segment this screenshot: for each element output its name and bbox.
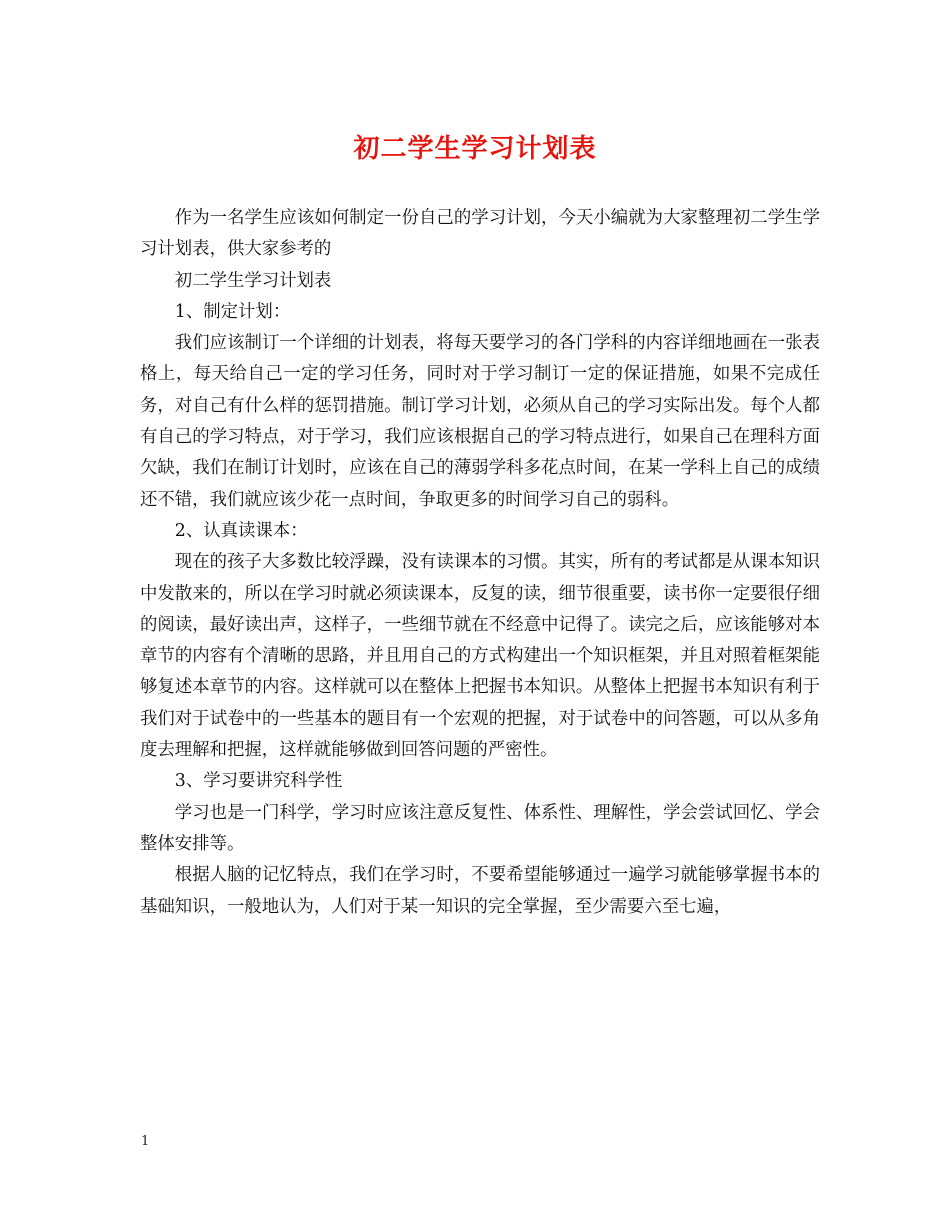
document-title: 初二学生学习计划表 — [353, 134, 597, 164]
section-3-paragraph-2: 根据人脑的记忆特点，我们在学习时，不要希望能够通过一遍学习就能够掌握书本的基础知识，一般地认为，人们对于某一知识的完全掌握，至少需要六至七遍， — [140, 865, 820, 917]
page-number: 1 — [141, 1134, 150, 1149]
subtitle-line: 初二学生学习计划表 — [174, 270, 332, 291]
section-heading-1: 1、制定计划： — [174, 301, 291, 322]
section-heading-2: 2、认真读课本： — [174, 520, 308, 541]
section-3-paragraph-1: 学习也是一门科学，学习时应该注意反复性、体系性、理解性，学会尝试回忆、学会整体安排等。 — [140, 802, 820, 854]
section-1-paragraph: 我们应该制订一个详细的计划表，将每天要学习的各门学科的内容详细地画在一张表格上，每天给自己一定的学习任务，同时对于学习制订一定的保证措施，如果不完成任务，对自己有什么样的惩罚措施。制订学习计划，必须从自己的学习实际出发。每个人都有自己的学习特点，对于学习，我们应该根据自己的学习特点进行，如果自己在理科方面欠缺，我们在制订计划时，应该在自己的薄弱学科多花点时间，在某一学科上自己的成绩还不错，我们就应该少花一点时间，争取更多的时间学习自己的弱科。 — [140, 333, 820, 510]
section-2-paragraph: 现在的孩子大多数比较浮躁，没有读课本的习惯。其实，所有的考试都是从课本知识中发散来的，所以在学习时就必须读课本，反复的读，细节很重要，读书你一定要很仔细的阅读，最好读出声，这样子，一些细节就在不经意中记得了。读完之后，应该能够对本章节的内容有个清晰的思路，并且用自己的方式构建出一个知识框架，并且对照着框架能够复述本章节的内容。这样就可以在整体上把握书本知识。从整体上把握书本知识有利于我们对于试卷中的一些基本的题目有一个宏观的把握，对于试卷中的问答题，可以从多角度去理解和把握，这样就能够做到回答问题的严密性。 — [140, 552, 820, 761]
document-body — [140, 203, 820, 923]
section-heading-3: 3、学习要讲究科学性 — [174, 771, 343, 792]
intro-paragraph: 作为一名学生应该如何制定一份自己的学习计划，今天小编就为大家整理初二学生学习计划表，供大家参考的 — [140, 208, 820, 260]
